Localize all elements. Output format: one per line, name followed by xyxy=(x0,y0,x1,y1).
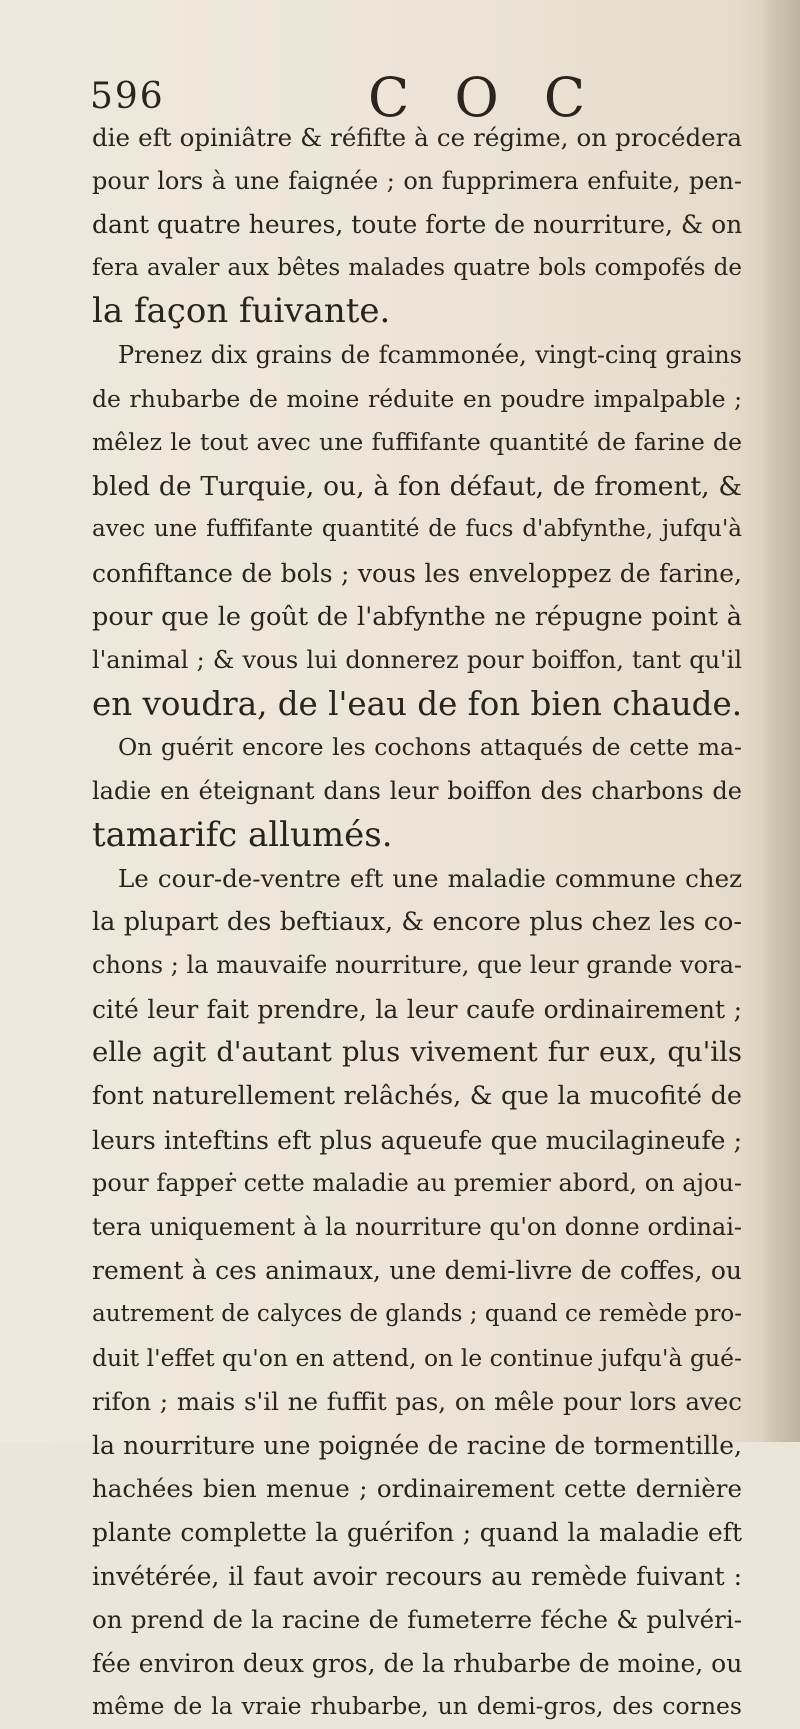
text-line: rifon ; mais s'il ne fuffit pas, on mêle pour lors avec xyxy=(92,1387,742,1417)
text-line: pour que le goût de l'abfynthe ne répugne point à xyxy=(92,601,742,632)
text-line: autrement de calyces de glands ; quand ce remède pro- xyxy=(92,1301,742,1328)
text-line: cité leur fait prendre, la leur caufe ordinairement ; xyxy=(92,994,742,1024)
text-line: de rhubarbe de moine réduite en poudre impalpable ; xyxy=(92,384,742,413)
text-line: die eft opiniâtre & réfifte à ce régime, on procédera xyxy=(92,123,742,152)
text-line: plante complette la guérifon ; quand la maladie eft xyxy=(92,1518,742,1547)
text-line: chons ; la mauvaife nourriture, que leur grande vora- xyxy=(92,951,742,980)
text-line: fera avaler aux bêtes malades quatre bols compofés de xyxy=(92,254,742,281)
text-line: la façon fuivante. xyxy=(92,291,391,332)
text-line: pour fappeṙ cette maladie au premier abord, on ajou- xyxy=(92,1169,742,1198)
text-line: l'animal ; & vous lui donnerez pour boiffon, tant qu'il xyxy=(92,646,742,675)
text-line: on prend de la racine de fumeterre féche & pulvéri- xyxy=(92,1605,742,1635)
text-line: leurs inteftins eft plus aqueufe que mucilagineufe ; xyxy=(92,1125,742,1155)
text-line: mêlez le tout avec une fuffifante quantité de farine de xyxy=(92,428,742,457)
text-line: la nourriture une poignée de racine de tormentille, xyxy=(92,1430,742,1460)
text-line: duit l'effet qu'on en attend, on le continue jufqu'à gué- xyxy=(92,1343,742,1372)
text-line: fée environ deux gros, de la rhubarbe de moine, ou xyxy=(92,1648,743,1678)
text-line: bled de Turquie, ou, à fon défaut, de froment, & xyxy=(92,470,742,502)
text-line: dant quatre heures, toute forte de nourriture, & on xyxy=(92,210,743,240)
page-edge-shadow xyxy=(762,0,800,1442)
text-line: On guérit encore les cochons attaqués de cette ma- xyxy=(118,733,742,762)
page-number: 596 xyxy=(90,76,165,117)
text-line: ladie en éteignant dans leur boiffon des charbons de xyxy=(92,776,742,805)
text-line: tamarifc allumés. xyxy=(92,814,393,855)
text-line: confiftance de bols ; vous les enveloppez de farine, xyxy=(92,558,742,588)
text-line: même de la vraie rhubarbe, un demi-gros, des cornes xyxy=(92,1692,742,1721)
text-line: rement à ces animaux, une demi-livre de coffes, ou xyxy=(92,1256,742,1286)
body-text xyxy=(92,116,742,1729)
text-line: tera uniquement à la nourriture qu'on donne ordinai- xyxy=(92,1212,742,1241)
text-line: elle agit d'autant plus vivement fur eux, qu'ils xyxy=(92,1036,742,1069)
text-line: Le cour-de-ventre eft une maladie commune chez xyxy=(118,864,742,894)
text-line: pour lors à une faignée ; on fupprimera enfuite, pen- xyxy=(92,166,742,195)
text-line: font naturellement relâchés, & que la mucofité de xyxy=(92,1081,742,1112)
text-line: avec une fuffifante quantité de fucs d'abfynthe, jufqu'à xyxy=(92,516,742,543)
text-line: Prenez dix grains de fcammonée, vingt-cinq grains xyxy=(118,340,742,369)
running-head: C O C xyxy=(368,66,600,129)
text-line: hachées bien menue ; ordinairement cette dernière xyxy=(92,1474,742,1504)
text-line: la plupart des beftiaux, & encore plus chez les co- xyxy=(92,906,742,937)
text-line: invétérée, il faut avoir recours au remède fuivant : xyxy=(92,1561,742,1591)
text-line: en voudra, de l'eau de fon bien chaude. xyxy=(92,684,743,723)
